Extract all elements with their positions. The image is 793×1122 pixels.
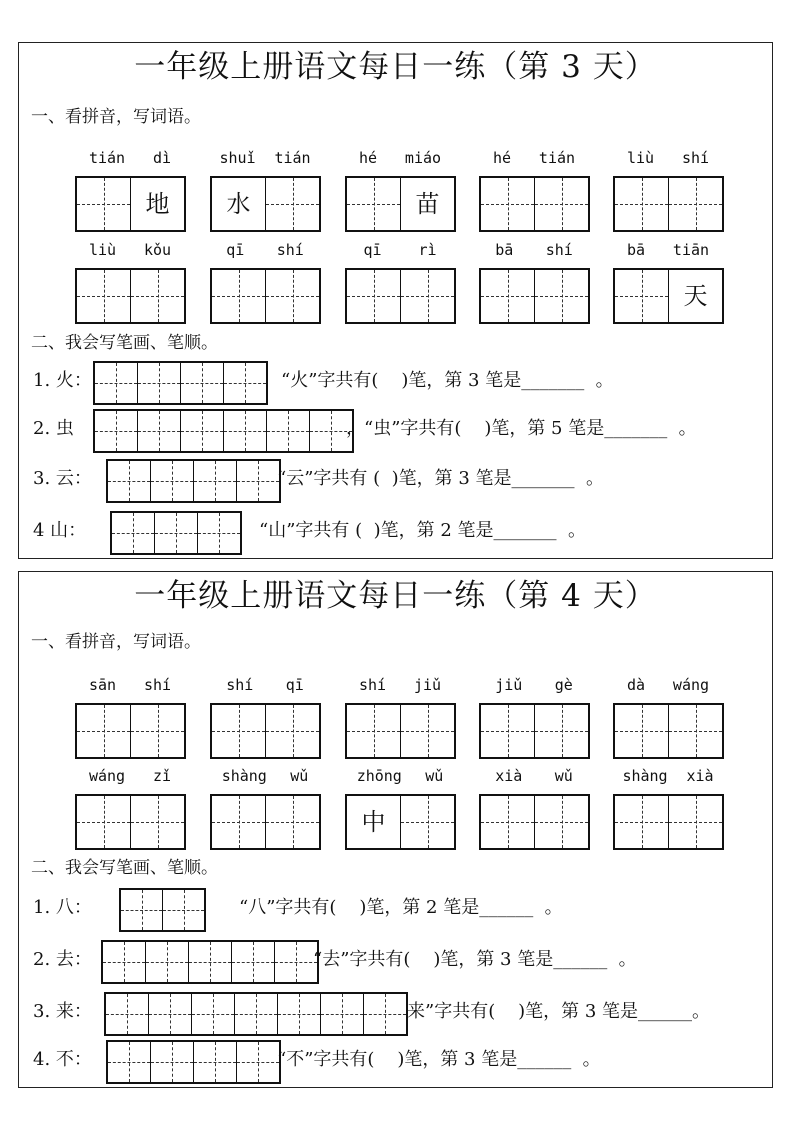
writing-cell[interactable]	[347, 270, 400, 322]
writing-grid[interactable]	[479, 176, 590, 232]
pinyin-syllable: xià	[495, 767, 523, 785]
pinyin-label	[613, 149, 723, 167]
pinyin-syllable: wáng	[88, 767, 126, 785]
pinyin-syllable: dà	[626, 676, 646, 694]
pinyin-label	[345, 676, 455, 694]
writing-grid[interactable]	[479, 268, 590, 324]
writing-cell[interactable]	[668, 178, 722, 230]
writing-cell[interactable]	[265, 705, 319, 757]
stroke-cell[interactable]	[236, 461, 279, 501]
stroke-cell[interactable]	[363, 994, 406, 1034]
stroke-question-text: “云”字共有 ( )笔，第 3 笔是_______ 。	[277, 468, 604, 489]
stroke-cell[interactable]	[162, 890, 204, 930]
pinyin-label	[345, 241, 455, 259]
stroke-cell[interactable]	[95, 363, 137, 403]
writing-cell[interactable]	[400, 705, 454, 757]
pinyin-label	[75, 767, 185, 785]
pinyin-syllable: qī	[363, 241, 382, 259]
writing-cell[interactable]	[400, 178, 454, 230]
stroke-cell[interactable]	[150, 1042, 193, 1082]
writing-cell[interactable]	[534, 705, 588, 757]
pinyin-syllable: gè	[554, 676, 573, 694]
stroke-cell[interactable]	[180, 411, 223, 451]
pinyin-syllable: shí	[143, 676, 172, 694]
pinyin-label	[210, 241, 320, 259]
pinyin-syllable: zǐ	[152, 767, 172, 785]
writing-cell[interactable]	[130, 705, 184, 757]
writing-cell[interactable]	[130, 796, 184, 848]
writing-cell[interactable]	[668, 796, 722, 848]
pinyin-syllable: wǔ	[554, 767, 573, 785]
pinyin-label	[210, 149, 320, 167]
writing-cell[interactable]	[534, 796, 588, 848]
writing-cell[interactable]	[212, 796, 265, 848]
pinyin-syllable: zhōng	[356, 767, 402, 785]
pinyin-syllable: shuǐ	[219, 149, 256, 167]
pinyin-syllable: bā	[495, 241, 514, 259]
pinyin-syllable: shàng	[221, 767, 267, 785]
stroke-order-grid[interactable]	[106, 1040, 281, 1084]
writing-grid[interactable]	[613, 176, 724, 232]
stroke-order-grid[interactable]	[119, 888, 206, 932]
stroke-cell[interactable]	[188, 942, 231, 982]
stroke-question-text: “山”字共有 ( )笔，第 2 笔是_______ 。	[259, 520, 586, 541]
writing-grid[interactable]	[613, 268, 724, 324]
writing-cell[interactable]	[534, 270, 588, 322]
section-heading: 一、看拼音，写词语。	[31, 107, 201, 127]
stroke-order-grid[interactable]	[106, 459, 281, 503]
stroke-cell[interactable]	[191, 994, 234, 1034]
stroke-cell[interactable]	[223, 363, 266, 403]
writing-grid[interactable]	[210, 703, 321, 759]
pinyin-label	[210, 767, 320, 785]
writing-grid[interactable]	[75, 703, 186, 759]
stroke-order-grid[interactable]	[110, 511, 242, 555]
prefilled-character: 中	[361, 808, 386, 836]
prefilled-character: 地	[145, 190, 170, 218]
stroke-cell[interactable]	[95, 411, 137, 451]
stroke-order-grid[interactable]	[104, 992, 408, 1036]
pinyin-syllable: qī	[285, 676, 304, 694]
pinyin-syllable: sān	[88, 676, 117, 694]
pinyin-label	[210, 676, 320, 694]
writing-cell[interactable]	[265, 178, 319, 230]
writing-grid[interactable]	[479, 703, 590, 759]
stroke-cell[interactable]	[277, 994, 320, 1034]
pinyin-syllable: tiān	[672, 241, 710, 259]
pinyin-syllable: wáng	[672, 676, 710, 694]
writing-cell[interactable]	[212, 178, 265, 230]
writing-grid[interactable]	[75, 268, 186, 324]
stroke-cell[interactable]	[108, 1042, 150, 1082]
pinyin-syllable: jiǔ	[495, 676, 523, 694]
pinyin-syllable: wǔ	[290, 767, 309, 785]
writing-cell[interactable]	[347, 178, 400, 230]
writing-cell[interactable]	[481, 178, 534, 230]
stroke-question-label: 3. 云：	[33, 468, 92, 489]
pinyin-syllable: shàng	[622, 767, 668, 785]
writing-cell[interactable]	[212, 270, 265, 322]
pinyin-label	[613, 767, 723, 785]
stroke-question-text: “火”字共有( )笔，第 3 笔是_______ 。	[281, 370, 614, 391]
writing-grid[interactable]	[345, 703, 456, 759]
pinyin-syllable: liù	[626, 149, 655, 167]
writing-cell[interactable]	[481, 270, 534, 322]
pinyin-syllable: qī	[226, 241, 245, 259]
writing-grid[interactable]	[345, 794, 456, 850]
pinyin-syllable: dì	[152, 149, 172, 167]
writing-cell[interactable]	[265, 796, 319, 848]
pinyin-label	[479, 149, 589, 167]
pinyin-syllable: shí	[358, 676, 387, 694]
pinyin-syllable: tián	[88, 149, 126, 167]
page-title: 一年级上册语文每日一练（第 3 天）	[134, 49, 657, 85]
writing-cell[interactable]	[481, 796, 534, 848]
pinyin-label	[75, 149, 185, 167]
stroke-cell[interactable]	[150, 461, 193, 501]
day-3-panel	[18, 42, 773, 559]
stroke-cell[interactable]	[137, 363, 180, 403]
pinyin-label	[75, 241, 185, 259]
day-4-panel	[18, 571, 773, 1088]
stroke-question-label: 2. 去：	[33, 949, 92, 970]
stroke-order-grid[interactable]	[101, 940, 319, 984]
prefilled-character: 天	[683, 282, 708, 310]
stroke-question-label: 4 山：	[33, 520, 87, 541]
stroke-question-label: 4. 不：	[33, 1049, 92, 1070]
writing-cell[interactable]	[668, 270, 722, 322]
stroke-order-grid[interactable]	[93, 409, 354, 453]
stroke-cell[interactable]	[231, 942, 274, 982]
writing-cell[interactable]	[615, 705, 668, 757]
writing-grid[interactable]	[613, 794, 724, 850]
pinyin-label	[75, 676, 185, 694]
stroke-cell[interactable]	[121, 890, 162, 930]
writing-grid[interactable]	[210, 268, 321, 324]
writing-cell[interactable]	[400, 796, 454, 848]
pinyin-syllable: hé	[492, 149, 512, 167]
stroke-cell[interactable]	[103, 942, 145, 982]
stroke-cell[interactable]	[137, 411, 180, 451]
pinyin-syllable: rì	[418, 241, 437, 259]
pinyin-label	[479, 767, 589, 785]
section-heading: 二、我会写笔画、笔顺。	[31, 333, 218, 353]
stroke-cell[interactable]	[197, 513, 240, 553]
pinyin-syllable: wǔ	[425, 767, 444, 785]
writing-cell[interactable]	[77, 796, 130, 848]
stroke-cell[interactable]	[236, 1042, 279, 1082]
writing-cell[interactable]	[668, 705, 722, 757]
pinyin-label	[479, 676, 589, 694]
stroke-cell[interactable]	[148, 994, 191, 1034]
page-title: 一年级上册语文每日一练（第 4 天）	[134, 578, 657, 614]
writing-cell[interactable]	[400, 270, 454, 322]
pinyin-syllable: shí	[226, 676, 254, 694]
stroke-question-label: 2. 虫	[33, 418, 74, 439]
stroke-cell[interactable]	[106, 994, 148, 1034]
pinyin-syllable: tián	[274, 149, 311, 167]
pinyin-label	[613, 241, 723, 259]
pinyin-syllable: shí	[545, 241, 573, 259]
writing-grid[interactable]	[345, 268, 456, 324]
pinyin-label	[345, 767, 455, 785]
pinyin-label	[479, 241, 589, 259]
writing-cell[interactable]	[347, 796, 400, 848]
stroke-cell[interactable]	[108, 461, 150, 501]
writing-cell[interactable]	[265, 270, 319, 322]
stroke-cell[interactable]	[320, 994, 363, 1034]
writing-cell[interactable]	[534, 178, 588, 230]
writing-cell[interactable]	[130, 178, 184, 230]
section-heading: 二、我会写笔画、笔顺。	[31, 858, 218, 878]
writing-grid[interactable]	[345, 176, 456, 232]
pinyin-syllable: shí	[276, 241, 304, 259]
writing-cell[interactable]	[212, 705, 265, 757]
pinyin-syllable: jiǔ	[413, 676, 442, 694]
pinyin-syllable: tián	[538, 149, 576, 167]
stroke-cell[interactable]	[274, 942, 317, 982]
pinyin-syllable: hé	[358, 149, 378, 167]
stroke-cell[interactable]	[193, 1042, 236, 1082]
writing-grid[interactable]	[479, 794, 590, 850]
writing-cell[interactable]	[130, 270, 184, 322]
pinyin-label	[613, 676, 723, 694]
pinyin-syllable: miáo	[404, 149, 442, 167]
writing-cell[interactable]	[77, 705, 130, 757]
stroke-question-label: 1. 火：	[33, 370, 92, 391]
pinyin-syllable: liù	[88, 241, 117, 259]
stroke-cell[interactable]	[234, 994, 277, 1034]
stroke-order-grid[interactable]	[93, 361, 268, 405]
stroke-cell[interactable]	[266, 411, 309, 451]
stroke-question-text: “去”字共有( )笔，第 3 笔是______ 。	[313, 949, 637, 970]
writing-grid[interactable]	[75, 176, 186, 232]
stroke-question-text: “不”字共有( )笔，第 3 笔是______ 。	[277, 1049, 601, 1070]
stroke-cell[interactable]	[223, 411, 266, 451]
stroke-cell[interactable]	[112, 513, 154, 553]
stroke-question-text: “八”字共有( )笔，第 2 笔是______ 。	[239, 897, 563, 918]
stroke-question-text: ，“虫”字共有( )笔，第 5 笔是_______ 。	[346, 418, 697, 439]
writing-cell[interactable]	[615, 796, 668, 848]
writing-grid[interactable]	[210, 794, 321, 850]
stroke-question-label: 3. 来：	[33, 1001, 92, 1022]
stroke-question-text: 来”字共有( )笔，第 3 笔是______。	[407, 1001, 711, 1022]
pinyin-label	[345, 149, 455, 167]
writing-cell[interactable]	[615, 178, 668, 230]
stroke-question-label: 1. 八：	[33, 897, 92, 918]
section-heading: 一、看拼音，写词语。	[31, 632, 201, 652]
writing-cell[interactable]	[77, 270, 130, 322]
writing-grid[interactable]	[613, 703, 724, 759]
stroke-cell[interactable]	[154, 513, 197, 553]
stroke-cell[interactable]	[193, 461, 236, 501]
prefilled-character: 水	[226, 190, 251, 218]
writing-cell[interactable]	[77, 178, 130, 230]
writing-cell[interactable]	[481, 705, 534, 757]
writing-grid[interactable]	[210, 176, 321, 232]
stroke-cell[interactable]	[145, 942, 188, 982]
pinyin-syllable: bā	[626, 241, 646, 259]
pinyin-syllable: shí	[681, 149, 710, 167]
writing-cell[interactable]	[615, 270, 668, 322]
prefilled-character: 苗	[415, 190, 440, 218]
stroke-cell[interactable]	[180, 363, 223, 403]
writing-cell[interactable]	[347, 705, 400, 757]
pinyin-syllable: kǒu	[143, 241, 172, 259]
pinyin-syllable: xià	[686, 767, 714, 785]
writing-grid[interactable]	[75, 794, 186, 850]
